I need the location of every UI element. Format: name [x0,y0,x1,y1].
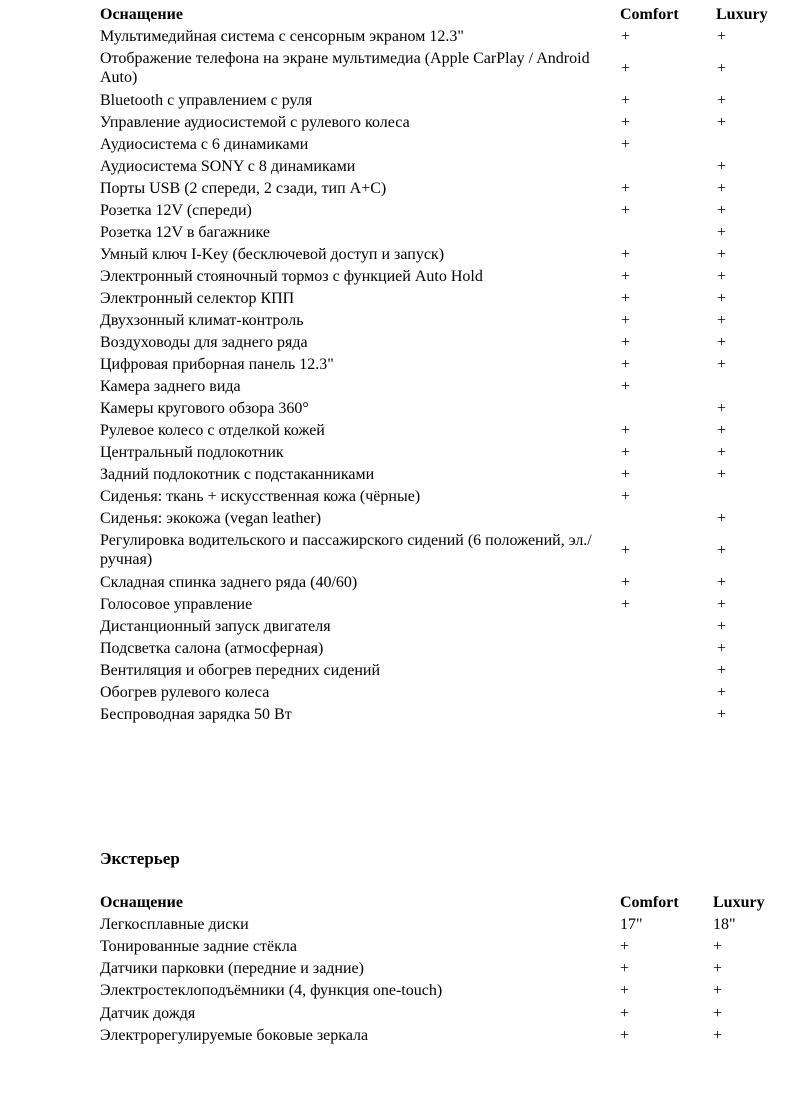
comfort-value: + [621,245,631,263]
feature-name: Электронный селектор КПП [100,289,295,307]
table-row [100,637,790,659]
comfort-value: + [621,355,631,373]
luxury-value: + [717,683,727,701]
table-row [100,25,790,47]
luxury-value: + [717,355,727,373]
comfort-value: + [620,1004,630,1022]
column-header-comfort: Comfort [620,893,679,911]
table-row [100,1024,775,1046]
comfort-value: + [621,267,631,285]
comfort-value: + [621,91,631,109]
table-row [100,353,790,375]
feature-name: Сиденья: экокожа (vegan leather) [100,509,322,527]
table-row [100,441,790,463]
luxury-value: + [717,311,727,329]
comfort-value: + [621,289,631,307]
luxury-value: + [717,509,727,527]
feature-name: Электрорегулируемые боковые зеркала [100,1026,369,1044]
feature-name: Датчик дождя [100,1004,196,1022]
feature-name: Розетка 12V (спереди) [100,201,252,219]
luxury-value: + [717,267,727,285]
comfort-value: + [621,541,631,559]
comfort-value: + [620,982,630,1000]
luxury-value: 18" [713,915,736,933]
luxury-value: + [717,91,727,109]
feature-name: Регулировка водительского и пассажирского сидений (6 положений, эл./ручная) [100,532,592,568]
comfort-value: + [621,201,631,219]
table-header-row [100,3,790,25]
comfort-value: + [621,333,631,351]
comfort-value: + [621,487,631,505]
table-row [100,221,790,243]
comfort-value: 17" [620,915,643,933]
feature-name: Воздуховоды для заднего ряда [100,333,308,351]
feature-name: Умный ключ I-Key (бесключевой доступ и запуск) [100,245,445,263]
luxury-value: + [717,245,727,263]
table-row [100,375,790,397]
feature-name: Задний подлокотник с подстаканниками [100,465,375,483]
table-row [100,419,790,441]
comfort-value: + [621,573,631,591]
column-header-luxury: Luxury [713,893,765,911]
comfort-value: + [621,135,631,153]
feature-name: Тонированные задние стёкла [100,937,297,955]
table-row [100,265,790,287]
comfort-value: + [621,443,631,461]
table-row [100,507,790,529]
comfort-value: + [621,179,631,197]
luxury-value: + [713,1004,723,1022]
exterior-spec-section [100,891,775,1046]
comfort-value: + [621,311,631,329]
comfort-value: + [621,27,631,45]
comfort-value: + [621,595,631,613]
table-row [100,177,790,199]
table-row [100,89,790,111]
table-row [100,1002,775,1024]
luxury-value: + [717,595,727,613]
luxury-value: + [713,937,723,955]
feature-name: Центральный подлокотник [100,443,284,461]
comfort-value: + [621,421,631,439]
luxury-value: + [713,1026,723,1044]
table-row [100,47,790,89]
comfort-value: + [620,937,630,955]
section-title-exterior: Экстерьер [100,849,180,868]
feature-name: Беспроводная зарядка 50 Вт [100,705,292,723]
feature-name: Обогрев рулевого колеса [100,683,270,701]
luxury-value: + [717,157,727,175]
feature-name: Аудиосистема с 6 динамиками [100,135,309,153]
table-row [100,485,790,507]
luxury-value: + [717,541,727,559]
feature-name: Камера заднего вида [100,377,241,395]
feature-name: Дистанционный запуск двигателя [100,617,331,635]
table-row [100,571,790,593]
feature-name: Bluetooth с управлением с руля [100,91,313,109]
feature-name: Подсветка салона (атмосферная) [100,639,324,657]
feature-name: Управление аудиосистемой с рулевого колеса [100,113,410,131]
column-header-luxury: Luxury [716,5,768,23]
luxury-value: + [717,289,727,307]
luxury-value: + [717,661,727,679]
luxury-value: + [717,59,727,77]
table-row [100,529,790,571]
luxury-value: + [717,223,727,241]
table-row [100,111,790,133]
table-row [100,133,790,155]
luxury-value: + [717,179,727,197]
table-row [100,980,775,1002]
comfort-value: + [620,960,630,978]
comfort-value: + [621,113,631,131]
luxury-value: + [717,333,727,351]
table-row [100,199,790,221]
luxury-value: + [713,960,723,978]
comfort-value: + [621,377,631,395]
exterior-spec-table [100,891,775,1046]
table-row [100,243,790,265]
column-header-comfort: Comfort [620,5,679,23]
feature-name: Двухзонный климат-контроль [100,311,304,329]
luxury-value: + [717,617,727,635]
feature-name: Электростеклоподъёмники (4, функция one-touch) [100,982,443,1000]
feature-name: Рулевое колесо с отделкой кожей [100,421,325,439]
feature-name: Сиденья: ткань + искусственная кожа (чёрные) [100,487,421,505]
luxury-value: + [713,982,723,1000]
column-header-item: Оснащение [100,5,183,23]
feature-name: Голосовое управление [100,595,253,613]
luxury-value: + [717,705,727,723]
luxury-value: + [717,443,727,461]
comfort-value: + [621,465,631,483]
luxury-value: + [717,421,727,439]
luxury-value: + [717,573,727,591]
table-row [100,309,790,331]
luxury-value: + [717,639,727,657]
feature-name: Аудиосистема SONY с 8 динамиками [100,157,356,175]
feature-name: Розетка 12V в багажнике [100,223,270,241]
feature-name: Легкосплавные диски [100,915,249,933]
table-row [100,659,790,681]
luxury-value: + [717,201,727,219]
feature-name: Вентиляция и обогрев передних сидений [100,661,381,679]
table-row [100,287,790,309]
table-row [100,397,790,419]
luxury-value: + [717,27,727,45]
table-row [100,703,790,725]
table-row [100,935,775,957]
interior-spec-table [100,3,790,725]
table-row [100,155,790,177]
luxury-value: + [717,465,727,483]
interior-spec-section [100,3,790,725]
feature-name: Камеры кругового обзора 360° [100,399,309,417]
table-row [100,331,790,353]
feature-name: Цифровая приборная панель 12.3" [100,355,334,373]
table-row [100,615,790,637]
table-row [100,958,775,980]
table-header-row [100,891,775,913]
comfort-value: + [620,1026,630,1044]
feature-name: Датчики парковки (передние и задние) [100,960,364,978]
feature-name: Отображение телефона на экране мультимедиа (Apple CarPlay / Android Auto) [100,50,590,86]
feature-name: Мультимедийная система с сенсорным экраном 12.3" [100,27,464,45]
column-header-item: Оснащение [100,893,183,911]
table-row [100,913,775,935]
table-row [100,681,790,703]
feature-name: Порты USB (2 спереди, 2 сзади, тип A+C) [100,179,387,197]
feature-name: Электронный стояночный тормоз с функцией Auto Hold [100,267,483,285]
comfort-value: + [621,59,631,77]
luxury-value: + [717,113,727,131]
table-row [100,593,790,615]
luxury-value: + [717,399,727,417]
table-row [100,463,790,485]
feature-name: Складная спинка заднего ряда (40/60) [100,573,358,591]
